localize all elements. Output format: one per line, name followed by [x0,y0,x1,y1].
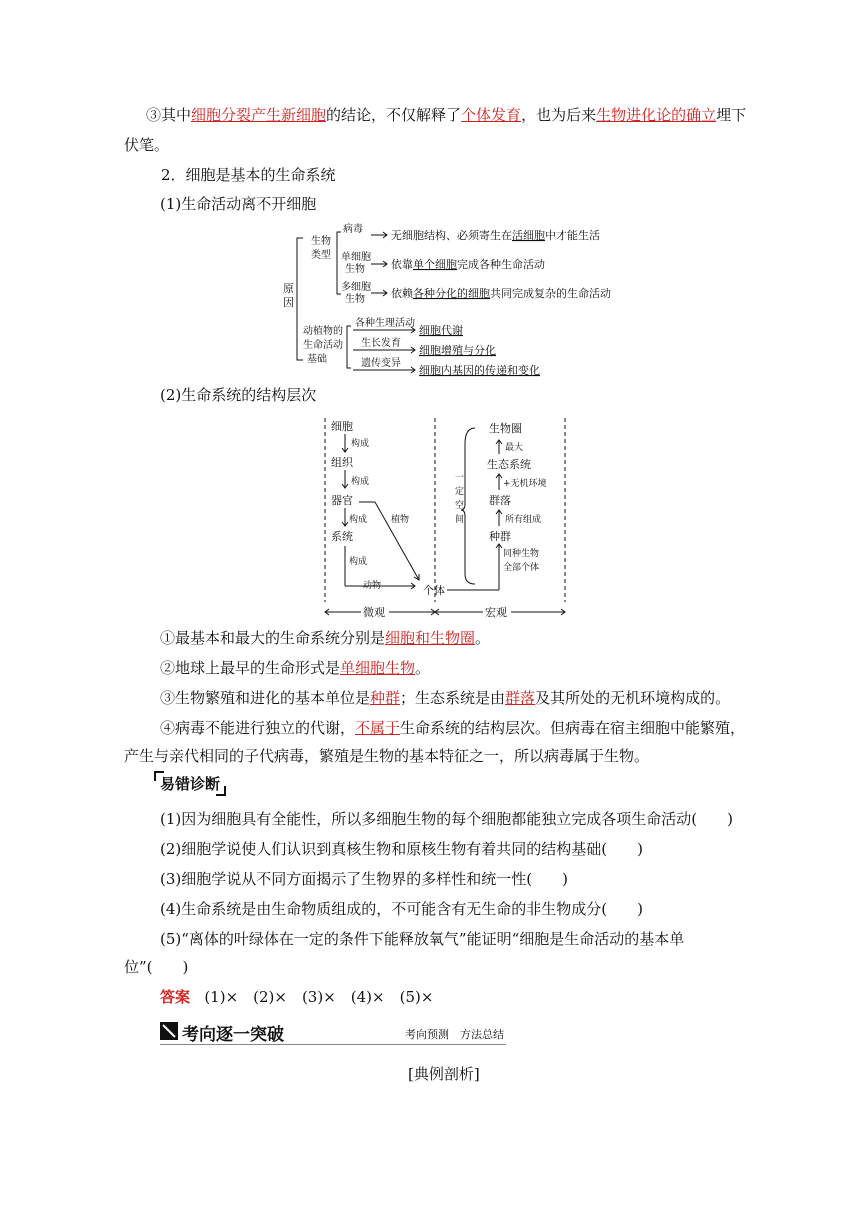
same-species-label: 同种生物 [503,549,540,559]
space-label-3: 空 [455,501,465,511]
question-5: (5)“离体的叶绿体在一定的条件下能释放氧气”能证明“细胞是生命活动的基本单 [160,930,685,948]
life-system-hierarchy-diagram [315,414,577,620]
level-system: 系统 [331,530,353,543]
point-4-continuation: 产生与亲代相同的子代病毒，繁殖是生物的基本特征之一，所以病毒属于生物。 [124,747,650,765]
paragraph-continuation: 伏笔。 [124,136,170,154]
text: ，也为后来 [521,106,597,124]
animal-label: 动物 [363,581,382,591]
answer-line [160,986,433,1008]
text: 埋下 [716,106,747,124]
space-label: 一 [455,473,465,483]
multicellular-desc: 依赖各种分化的细胞共同完成复杂的生命活动 [391,287,611,300]
section-title: 2．细胞是基本的生命系统 [161,166,336,184]
question-4: (4)生命系统是由生命物质组成的，不可能含有无生命的非生物成分( ) [160,900,643,918]
answer-underline: 个体发育 [461,106,522,124]
make-label-1: 构成 [351,439,370,449]
basis-activity-1: 各种生理活动 [355,318,415,329]
answer-underline: 种群 [370,689,401,707]
text: ②地球上最早的生命形式是 [160,659,341,677]
level-tissue: 组织 [331,456,353,469]
answer-text: (1)× (2)× (3)× (4)× (5)× [204,988,434,1006]
all-groups-label: 所有组成 [505,515,542,525]
answer-underline: 细胞分裂产生新细胞 [191,106,327,124]
type-unicellular-2: 生物 [345,264,365,275]
make-label-2: 构成 [351,477,370,487]
text: ；生态系统是由 [400,689,506,707]
text: ④病毒不能进行独立的代谢， [160,719,356,737]
largest-label: 最大 [505,443,524,453]
text: ③其中 [146,106,192,124]
subsection-title-2: (2)生命系统的结构层次 [160,386,317,404]
answer-underline: 生物进化论的确立 [596,106,717,124]
text: 及其所处的无机环境构成的。 [535,689,731,707]
question-5-continuation: 位”( ) [124,958,189,976]
abiotic-label: +无机环境 [503,479,547,489]
banner-right: 考向预测 方法总结 [405,1028,504,1041]
point-4 [160,717,745,739]
type-branch-label: 生物 [311,236,331,247]
basis-result-1: 细胞代谢 [419,324,463,337]
micro-label: 微观 [363,606,385,619]
text: 。 [415,659,431,677]
type-multicellular: 多细胞 [341,282,371,293]
point-3 [160,687,730,709]
basis-label-2: 生命活动 [303,340,343,351]
level-ecosystem: 生态系统 [487,458,531,471]
text: 的结论，不仅解释了 [326,106,462,124]
unicellular-desc: 依靠单个细胞完成各种生命活动 [391,258,545,271]
type-multicellular-2: 生物 [345,294,365,305]
answer-underline: 不属于 [355,719,401,737]
question-1: (1)因为细胞具有全能性，所以多细胞生物的每个细胞都能独立完成各项生命活动( ) [160,810,733,828]
virus-desc: 无细胞结构、必须寄生在活细胞中才能生活 [391,229,600,242]
basis-result-2: 细胞增殖与分化 [419,344,496,357]
level-population: 种群 [489,530,511,543]
answer-underline: 细胞和生物圈 [385,629,476,647]
level-cell: 细胞 [331,420,353,433]
root-label-2: 因 [283,296,294,309]
example-title: [典例剖析] [408,1065,480,1083]
type-unicellular: 单细胞 [341,252,371,263]
answer-underline: 群落 [505,689,536,707]
diagnosis-tag: 易错诊断 [160,775,221,793]
point-2 [160,657,430,679]
level-organ: 器官 [331,494,353,507]
make-label-4: 构成 [349,557,368,567]
banner-title: 考向逐一突破 [182,1025,284,1045]
text: ①最基本和最大的生命系统分别是 [160,629,386,647]
point-1 [160,627,490,649]
all-individuals-label: 全部个体 [503,563,540,573]
basis-result-3: 细胞内基因的传递和变化 [419,364,540,377]
answer-underline: 单细胞生物 [340,659,416,677]
life-activities-diagram [275,220,615,382]
question-3: (3)细胞学说从不同方面揭示了生物界的多样性和统一性( ) [160,870,568,888]
plant-label: 植物 [391,515,410,525]
space-label-2: 定 [455,487,465,497]
basis-activity-3: 遗传变异 [361,358,401,369]
subsection-title-1: (1)生命活动离不开细胞 [160,195,317,213]
type-virus: 病毒 [343,224,363,235]
basis-activity-2: 生长发育 [361,338,401,349]
type-branch-label-2: 类型 [311,250,331,261]
text: 。 [475,629,491,647]
macro-label: 宏观 [485,606,507,619]
text: 生命系统的结构层次。但病毒在宿主细胞中能繁殖， [400,719,746,737]
section-banner [160,1020,506,1045]
make-label-3: 构成 [349,515,368,525]
question-2: (2)细胞学说使人们认识到真核生物和原核生物有着共同的结构基础( ) [160,840,643,858]
level-community: 群落 [489,494,511,507]
paragraph-cell-theory-significance [146,104,746,126]
level-biosphere: 生物圈 [489,422,522,435]
banner-icon [160,1022,178,1040]
answer-label: 答案 [160,988,191,1006]
text: ③生物繁殖和进化的基本单位是 [160,689,371,707]
level-individual: 个体 [423,584,445,597]
space-label-4: 间 [455,515,465,525]
basis-label-3: 基础 [307,354,327,365]
basis-label: 动植物的 [303,326,343,337]
root-label: 原 [283,282,294,295]
